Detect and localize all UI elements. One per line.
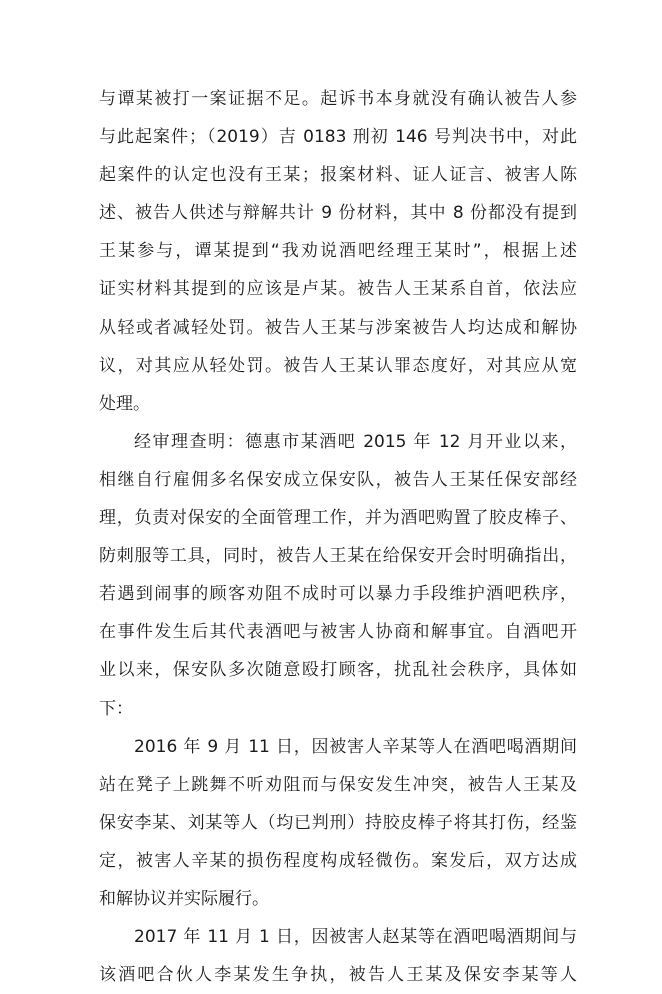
text-line: 2016 年 9 月 11 日，因被害人辛某等人在酒吧喝酒期间 (134, 736, 577, 757)
text-line: 下： (99, 698, 133, 719)
paragraph-findings (99, 423, 577, 728)
text-line: 在事件发生后其代表酒吧与被害人协商和解事宜。自酒吧开 (99, 622, 577, 643)
text-line: 述、被告人供述与辩解共计 9 份材料，其中 8 份都没有提到 (99, 203, 577, 224)
text-line: 业以来，保安队多次随意殴打顾客，扰乱社会秩序，具体如 (99, 660, 577, 681)
text-line: 防刺服等工具，同时，被告人王某在给保安开会时明确指出， (99, 546, 577, 567)
paragraph-incident-2017 (99, 918, 577, 994)
text-line: 与谭某被打一案证据不足。起诉书本身就没有确认被告人参 (99, 89, 577, 109)
document-body (99, 80, 577, 994)
text-line: 起案件的认定也没有王某；报案材料、证人证言、被害人陈 (99, 165, 577, 186)
text-line: 经审理查明：德惠市某酒吧 2015 年 12 月开业以来， (134, 431, 577, 452)
text-line: 该酒吧合伙人李某发生争执，被告人王某及保安李某等人 (99, 965, 577, 986)
text-line: 定，被害人辛某的损伤程度构成轻微伤。案发后，双方达成 (99, 850, 577, 871)
text-line: 处理。 (99, 393, 150, 414)
text-line: 议，对其应从轻处罚。被告人王某认罪态度好，对其应从宽 (99, 355, 577, 376)
paragraph-defense-argument (99, 80, 577, 423)
text-line: 站在凳子上跳舞不听劝阻而与保安发生冲突，被告人王某及 (99, 774, 577, 795)
text-line: 2017 年 11 月 1 日，因被害人赵某等在酒吧喝酒期间与 (134, 927, 577, 948)
text-line: 和解协议并实际履行。 (99, 888, 269, 909)
text-line: 与此起案件；（2019）吉 0183 刑初 146 号判决书中，对此 (99, 127, 577, 148)
text-line: 王某参与，谭某提到“我劝说酒吧经理王某时”，根据上述 (99, 241, 577, 262)
text-line: 理，负责对保安的全面管理工作，并为酒吧购置了胶皮棒子、 (99, 508, 577, 529)
paragraph-incident-2016 (99, 728, 577, 918)
text-line: 若遇到闹事的顾客劝阻不成时可以暴力手段维护酒吧秩序， (99, 584, 577, 605)
text-line: 相继自行雇佣多名保安成立保安队，被告人王某任保安部经 (99, 469, 577, 490)
text-line: 证实材料其提到的应该是卢某。被告人王某系自首，依法应 (99, 279, 577, 300)
text-line: 保安李某、刘某等人（均已判刑）持胶皮棒子将其打伤，经鉴 (99, 812, 577, 833)
text-line: 从轻或者减轻处罚。被告人王某与涉案被告人均达成和解协 (99, 317, 577, 338)
